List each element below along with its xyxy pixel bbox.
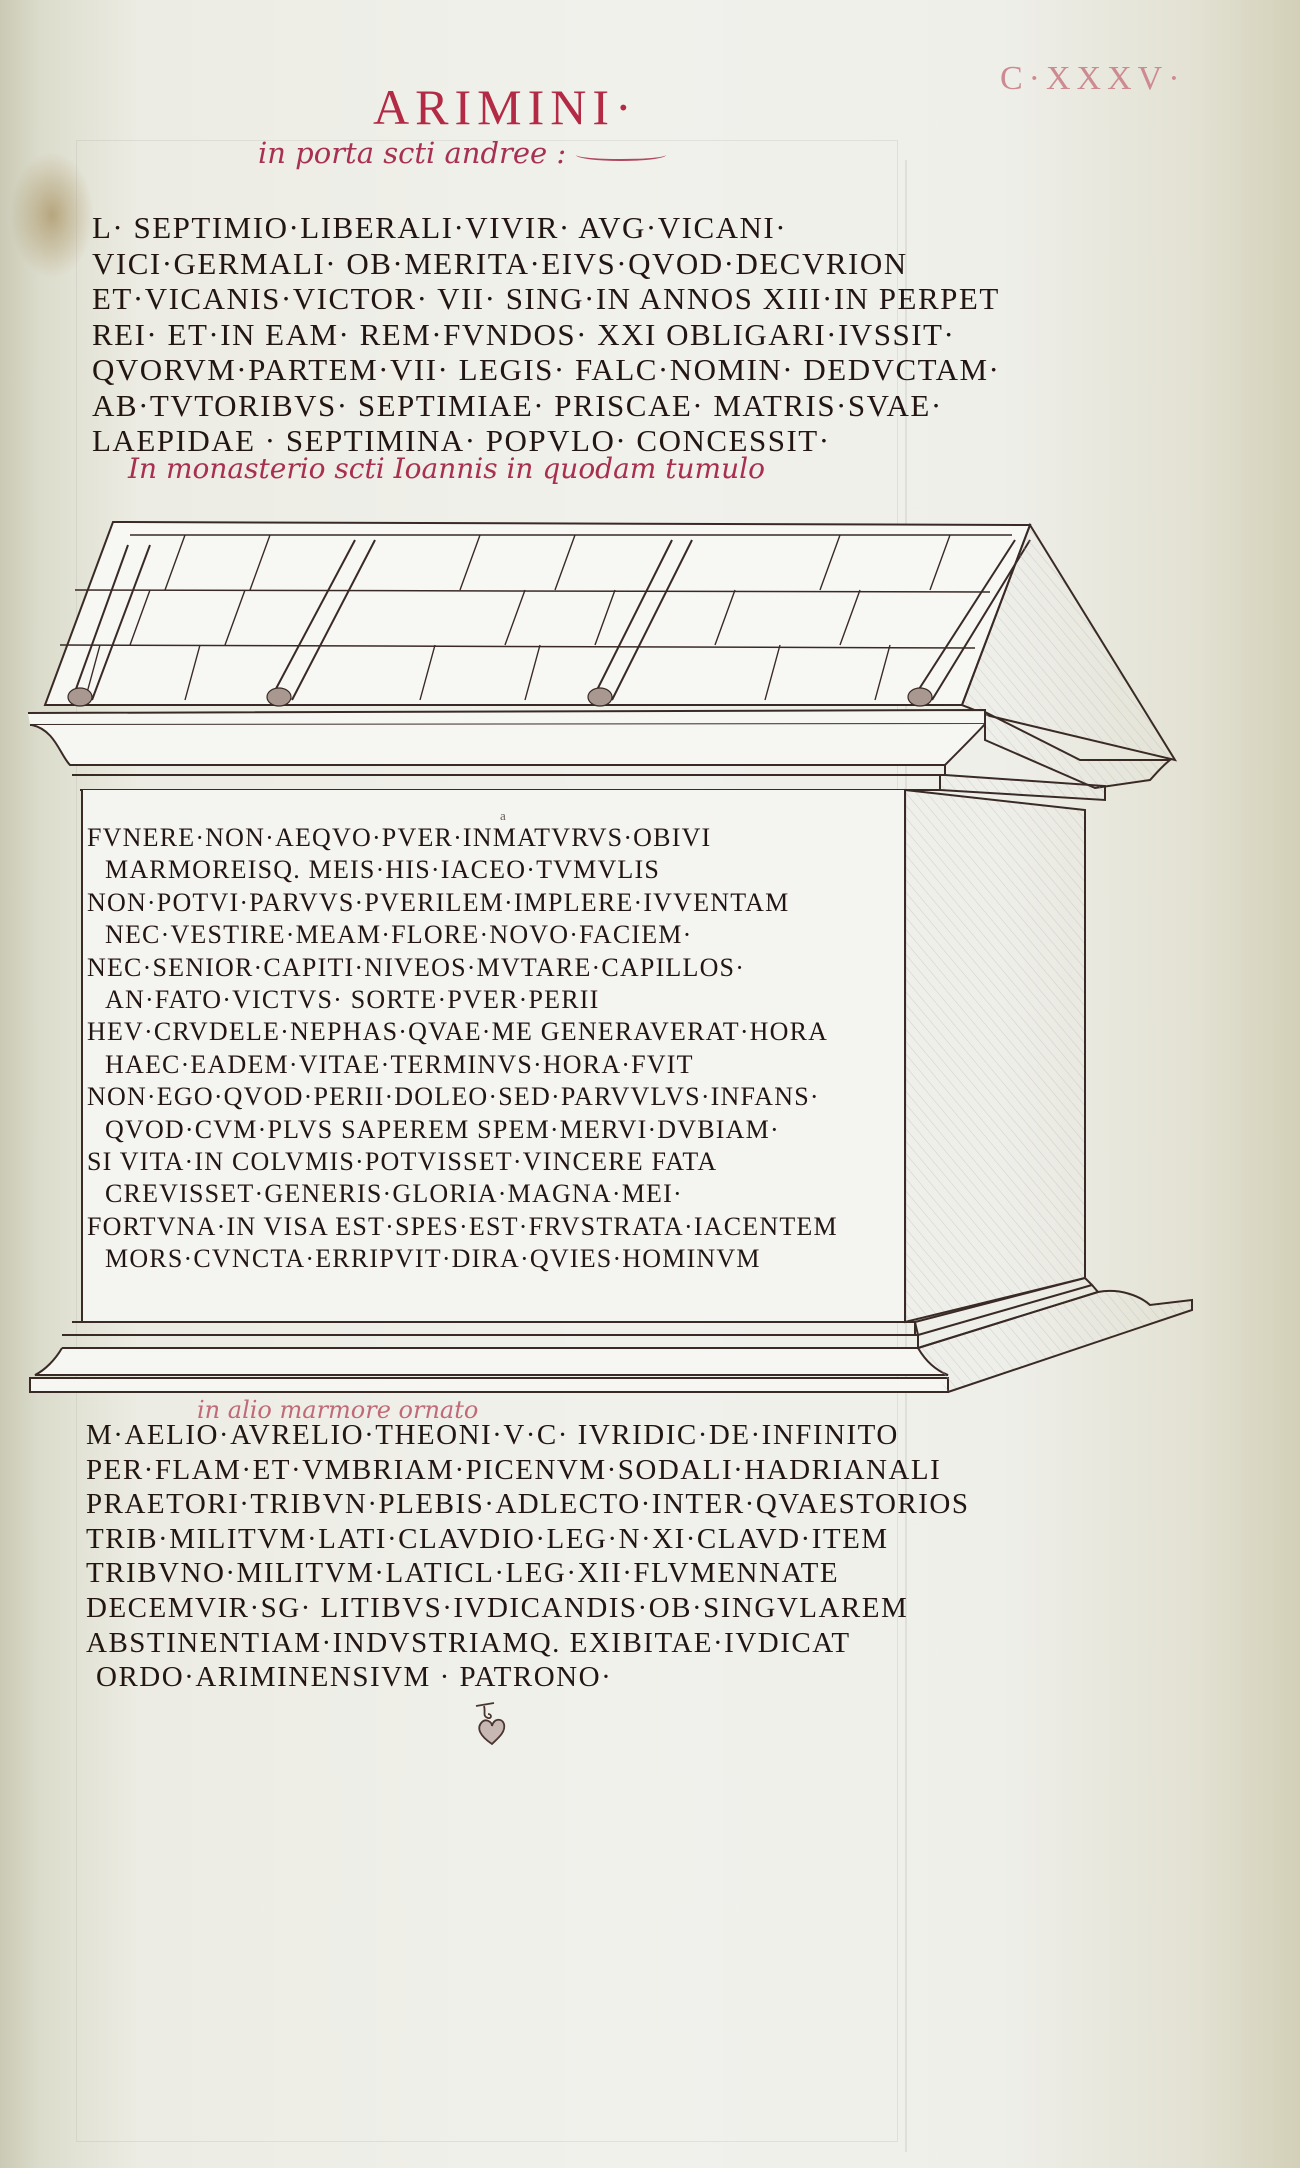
epitaph-line: NEC·SENIOR·CAPITI·NIVEOS·MVTARE·CAPILLOS· [87,952,746,982]
inscription-line: ABSTINENTIAM·INDVSTRIAMQ. EXIBITAE·IVDICAT [86,1626,851,1659]
inscription-line: DECEMVIR·SG· LITIBVS·IVDICANDIS·OB·SINGVLAREM [86,1591,909,1624]
inscription-aelius-aurelius-theo [86,1418,969,1695]
inscription-line: VICI·GERMALI· OB·MERITA·EIVS·QVOD·DECVRION [92,245,908,281]
epitaph-line: MARMOREISQ. MEIS·HIS·IACEO·TVMVLIS [105,855,661,885]
epitaph-line: SI VITA·IN COLVMIS·POTVISSET·VINCERE FATA [87,1147,718,1177]
epitaph-line: FVNERE·NON·AEQVO·PVER·INMATVRVS·OBIVI [87,823,712,852]
epitaph-line: QVOD·CVM·PLVS SAPEREM SPEM·MERVI·DVBIAM· [105,1114,780,1144]
inscription-line: M·AELIO·AVRELIO·THEONI·V·C· IVRIDIC·DE·INFINITO [86,1419,899,1451]
inscription-septimius-liberalis [92,210,1000,459]
epitaph-line: NON·EGO·QVOD·PERII·DOLEO·SED·PARVVLVS·INFANS· [87,1082,820,1112]
epitaph-line: HAEC·EADEM·VITAE·TERMINVS·HORA·FVIT [105,1049,694,1079]
inscription-line: TRIBVNO·MILITVM·LATICL·LEG·XII·FLVMENNATE [86,1557,840,1590]
inscription-line: ORDO·ARIMINENSIVM · PATRONO· [96,1661,613,1694]
inscription-line: L· SEPTIMIO·LIBERALI·VIVIR· AVG·VICANI· [92,210,788,245]
location-rubric-1 [258,136,666,170]
epitaph-line: NON·POTVI·PARVVS·PVERILEM·IMPLERE·IVVENTAM [87,887,790,917]
inscription-line: ET·VICANIS·VICTOR· VII· SING·IN ANNOS XIII·IN PERPET [92,281,1000,316]
inscription-line: AB·TVTORIBVS· SEPTIMIAE· PRISCAE· MATRIS·SVAE· [92,387,943,423]
inscription-line: QVORVM·PARTEM·VII· LEGIS· FALC·NOMIN· DEDVCTAM· [92,352,1001,387]
epitaph-line: MORS·CVNCTA·ERRIPVIT·DIRA·QVIES·HOMINVM [105,1244,761,1274]
epitaph-line: FORTVNA·IN VISA EST·SPES·EST·FRVSTRATA·IACENTEM [87,1211,838,1241]
location-rubric-3: in alio marmore ornato [197,1396,479,1424]
place-heading: ARIMINI· [373,79,638,135]
hedera-leaf-icon [472,1700,512,1748]
inscription-line: PRAETORI·TRIBVN·PLEBIS·ADLECTO·INTER·QVAESTORIOS [86,1488,970,1521]
inscription-line: TRIB·MILITVM·LATI·CLAVDIO·LEG·N·XI·CLAVD·ITEM [86,1522,889,1555]
epitaph-line: HEV·CRVDELE·NEPHAS·QVAE·ME GENERAVERAT·HORA [87,1017,829,1047]
epitaph-line: CREVISSET·GENERIS·GLORIA·MAGNA·MEI· [105,1179,683,1209]
rubric-flourish [576,149,666,161]
location-rubric-2: In monasterio scti Ioannis in quodam tumulo [128,452,765,485]
epitaph-line: AN·FATO·VICTVS· SORTE·PVER·PERII [105,985,600,1015]
epitaph-line: NEC·VESTIRE·MEAM·FLORE·NOVO·FACIEM· [105,920,693,950]
correction-mark: a [500,808,506,823]
folio-number: C·XXXV· [1000,60,1186,97]
sarcophagus-epitaph [87,822,838,1276]
inscription-line: REI· ET·IN EAM· REM·FVNDOS· XXI OBLIGARI·IVSSIT· [92,316,956,352]
location-rubric-text: in porta scti andree : [258,136,567,170]
inscription-line: PER·FLAM·ET·VMBRIAM·PICENVM·SODALI·HADRIANALI [86,1453,942,1486]
inscription-line: LAEPIDAE · SEPTIMINA· POPVLO· CONCESSIT· [92,423,831,458]
